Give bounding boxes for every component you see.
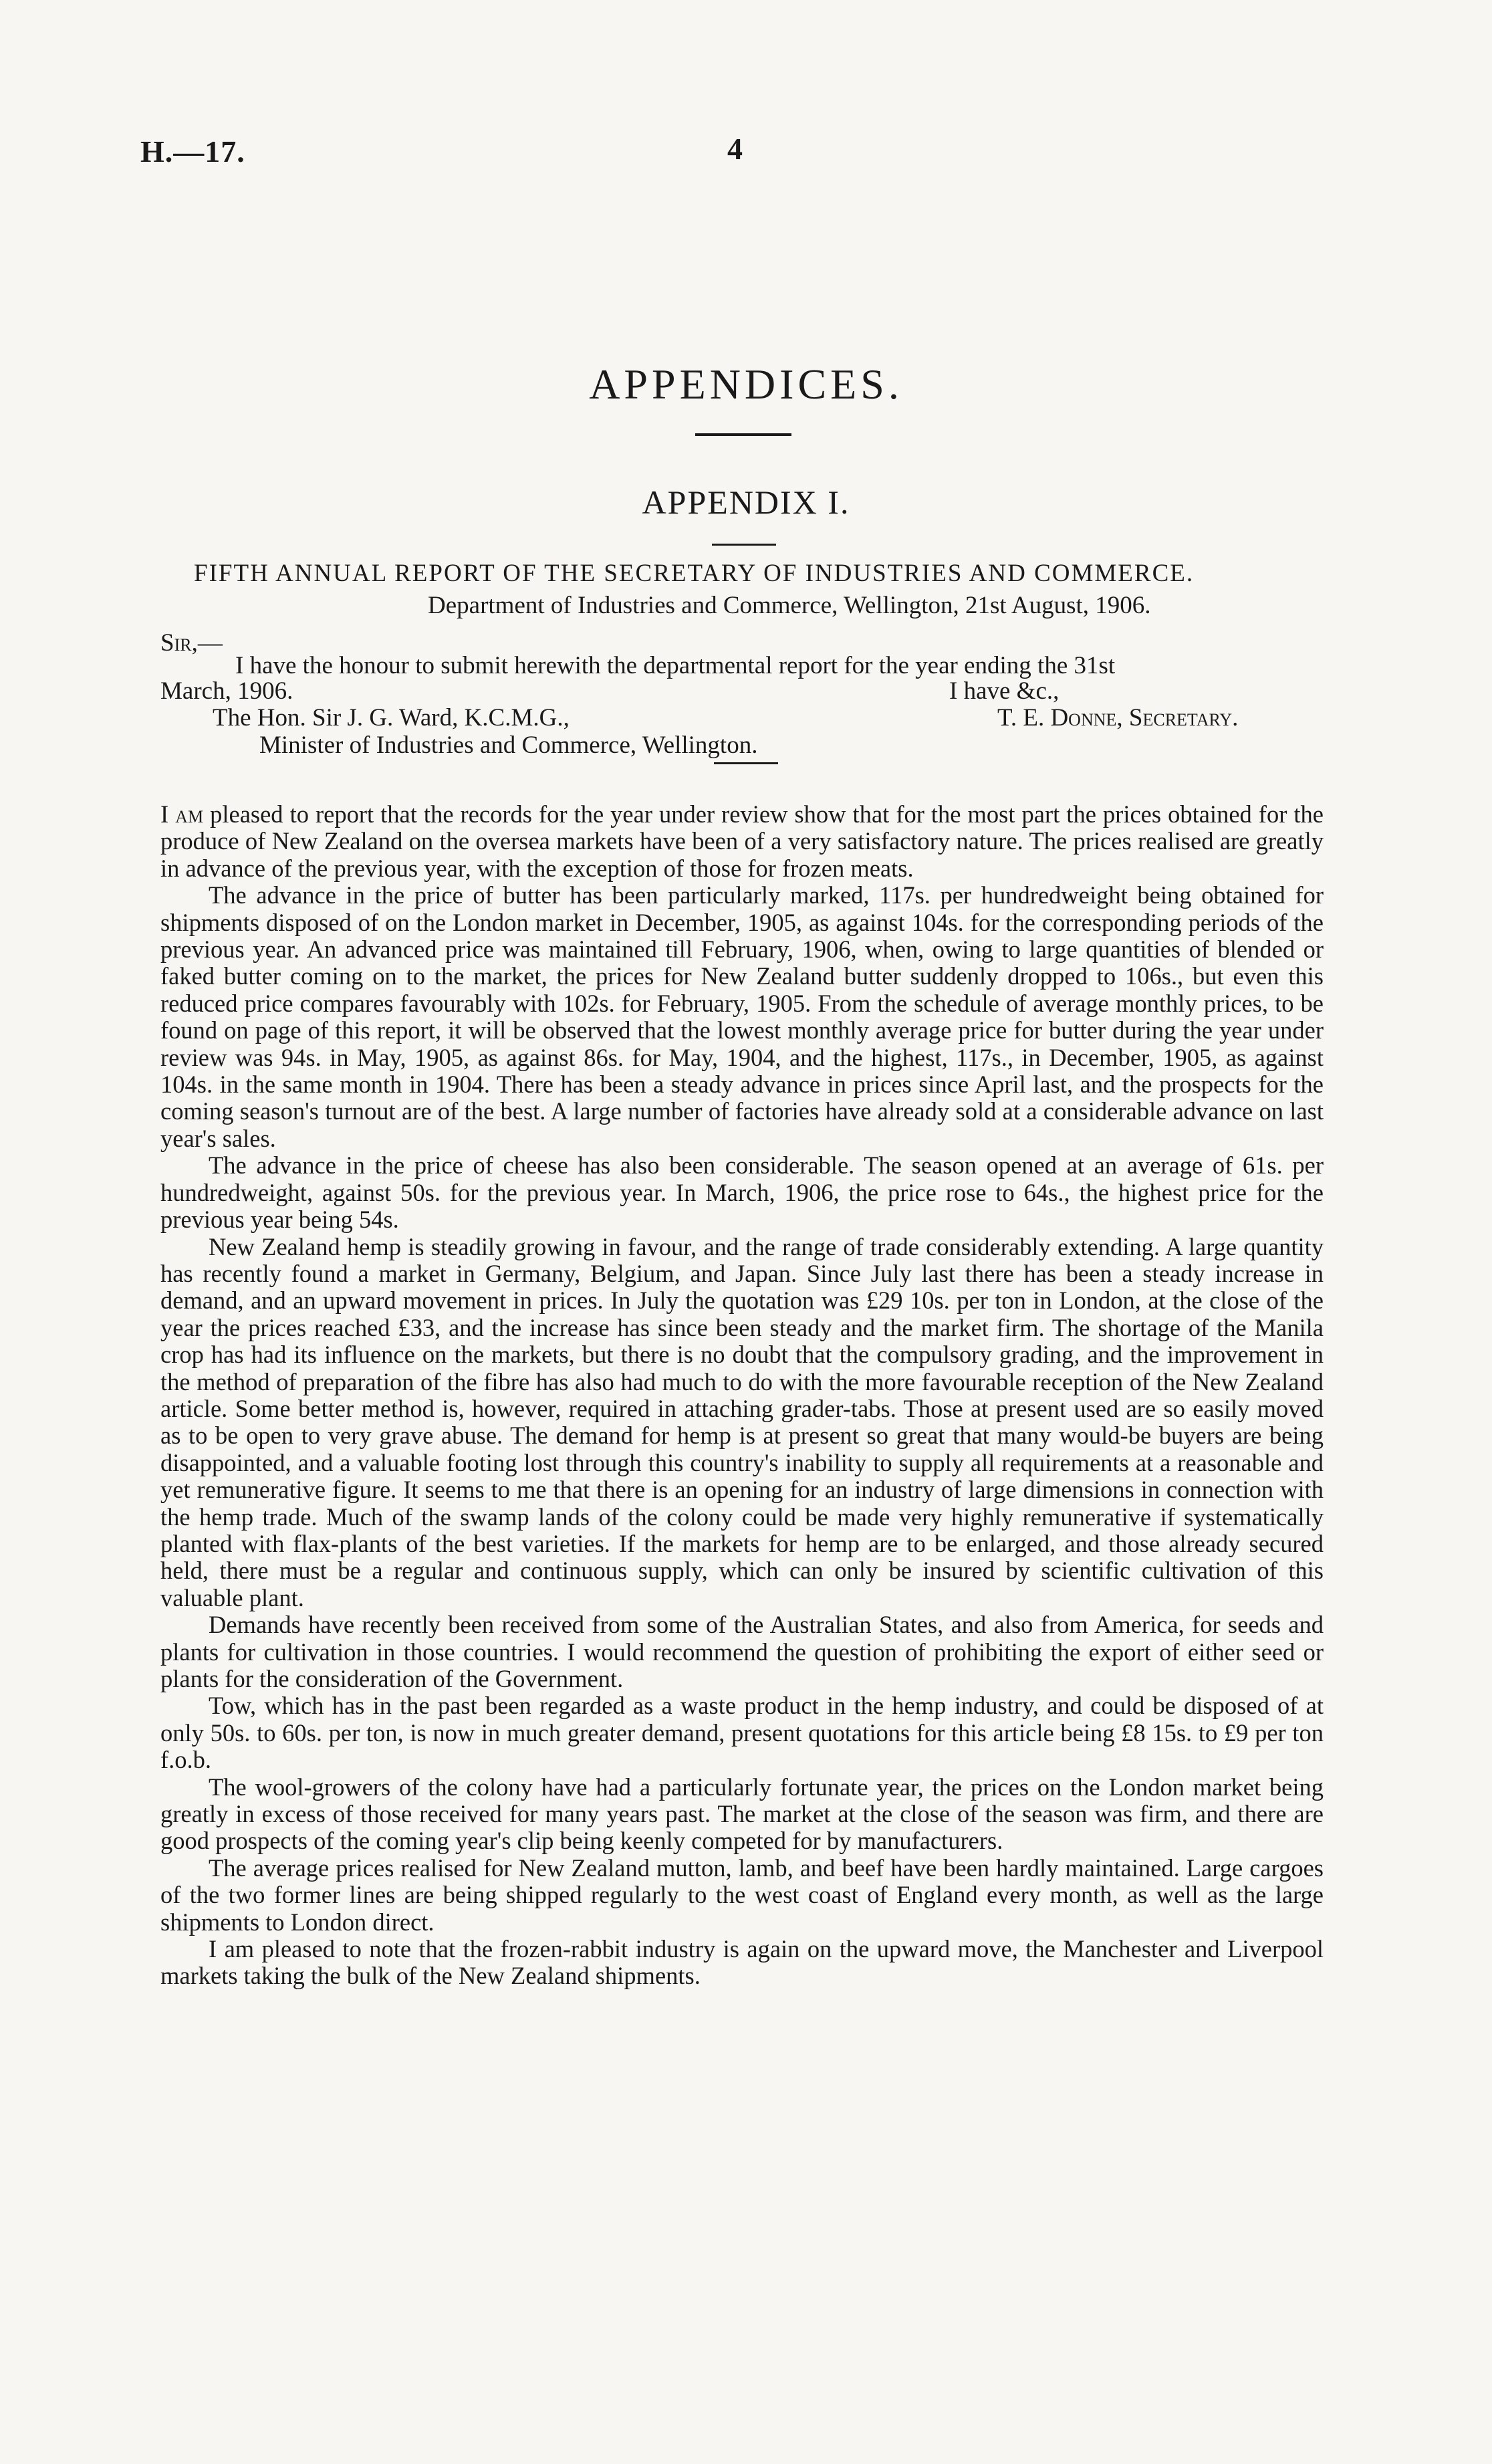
letter-submit-line: I have the honour to submit herewith the departmental report for the year ending the 31st [235, 652, 1116, 679]
appendix-heading: APPENDIX I. [642, 483, 850, 521]
paragraph-text: pleased to report that the records for the year under review show that for the most part the prices obtained for the produce of New Zealand on the oversea markets have been of a very satisfactory nature. The prices realised are greatly in advance of the previous year, with the exception of those for frozen meats. [160, 800, 1324, 882]
appendices-heading: APPENDICES. [589, 360, 903, 408]
letter-divider [714, 762, 778, 764]
paragraph: The advance in the price of cheese has also been considerable. The season opened at an average of 61s. per hundredweight, against 50s. for the previous year. In March, 1906, the price rose to 64s., the highest price for the previous year being 54s. [160, 1151, 1324, 1234]
report-body [160, 801, 1324, 1990]
page-number: 4 [727, 132, 743, 166]
paragraph: I am pleased to note that the frozen-rabbit industry is again on the upward move, the Manchester and Liverpool markets taking the bulk of the New Zealand shipments. [160, 1935, 1324, 1990]
appendix-divider [712, 544, 776, 546]
paragraph [160, 801, 1324, 882]
letter-recipient-name: The Hon. Sir J. G. Ward, K.C.M.G., [213, 704, 570, 732]
letter-salutation: Sir,— [160, 629, 223, 657]
paragraph: Demands have recently been received from some of the Australian States, and also from America, for seeds and plants for cultivation in those countries. I would recommend the question of prohibiting the export of either seed or plants for the consideration of the Government. [160, 1611, 1324, 1692]
letter-recipient-title: Minister of Industries and Commerce, Wellington. [259, 732, 758, 759]
letter-date-line: March, 1906. [160, 677, 293, 705]
paragraph: The wool-growers of the colony have had a particularly fortunate year, the prices on the London market being greatly in excess of those received for many years past. The market at the close of the season was firm, and there are good prospects of the coming year's clip being keenly competed for by manufacturers. [160, 1773, 1324, 1855]
paragraph: Tow, which has in the past been regarded as a waste product in the hemp industry, and could be disposed of at only 50s. to 60s. per ton, is now in much greater demand, present quotations for this article being £8 15s. to £9 per ton f.o.b. [160, 1692, 1324, 1774]
paragraph: The advance in the price of butter has been particularly marked, 117s. per hundredweight being obtained for shipments disposed of on the London market in December, 1905, as against 104s. for the corresponding periods of the previous year. An advanced price was maintained till February, 1906, when, owing to large quantities of blended or faked butter coming on to the market, the prices for New Zealand butter suddenly dropped to 106s., but even this reduced price compares favourably with 102s. for February, 1905. From the schedule of average monthly prices, to be found on page of this report, it will be observed that the lowest monthly average price for butter during the year under review was 94s. in May, 1905, as against 86s. for May, 1904, and the highest, 117s., in December, 1905, as against 104s. in the same month in 1904. There has been a steady advance in prices since April last, and the prospects for the coming season's turnout are of the best. A large number of factories have already sold at a considerable advance on last year's sales. [160, 881, 1324, 1152]
letter-signatory: T. E. Donne, Secretary. [997, 704, 1239, 732]
letter-dateline: Department of Industries and Commerce, Wellington, 21st August, 1906. [428, 592, 1151, 619]
letter-closing: I have &c., [949, 677, 1060, 705]
paragraph: New Zealand hemp is steadily growing in favour, and the range of trade considerably extending. A large quantity has recently found a market in Germany, Belgium, and Japan. Since July last there has been a steady increase in demand, and an upward movement in prices. In July the quotation was £29 10s. per ton in London, at the close of the year the prices reached £33, and the increase has since been steady and the market firm. The shortage of the Manila crop has had its influence on the markets, but there is no doubt that the compulsory grading, and the improvement in the method of preparation of the fibre has also had much to do with the more favourable reception of the New Zealand article. Some better method is, however, required in attaching grader-tabs. Those at present used are so easily moved as to be open to very grave abuse. The demand for hemp is at present so great that many would-be buyers are being disappointed, and a valuable footing lost through this country's inability to supply all requirements at a reasonable and yet remunerative figure. It seems to me that there is an opening for an industry of large dimensions in connection with the hemp trade. Much of the swamp lands of the colony could be made very highly remunerative if systematically planted with flax-plants of the best varieties. If the markets for hemp are to be enlarged, and those already secured held, there must be a regular and continuous supply, which can only be insured by scientific cultivation of this valuable plant. [160, 1232, 1324, 1611]
paragraph: The average prices realised for New Zealand mutton, lamb, and beef have been hardly maintained. Large cargoes of the two former lines are being shipped regularly to the west coast of England every month, as well as the large shipments to London direct. [160, 1854, 1324, 1936]
paragraph-lead: I am [160, 800, 204, 828]
running-head: H.—17. [140, 134, 245, 169]
report-title: FIFTH ANNUAL REPORT OF THE SECRETARY OF INDUSTRIES AND COMMERCE. [194, 560, 1195, 587]
heading-divider [695, 433, 791, 436]
